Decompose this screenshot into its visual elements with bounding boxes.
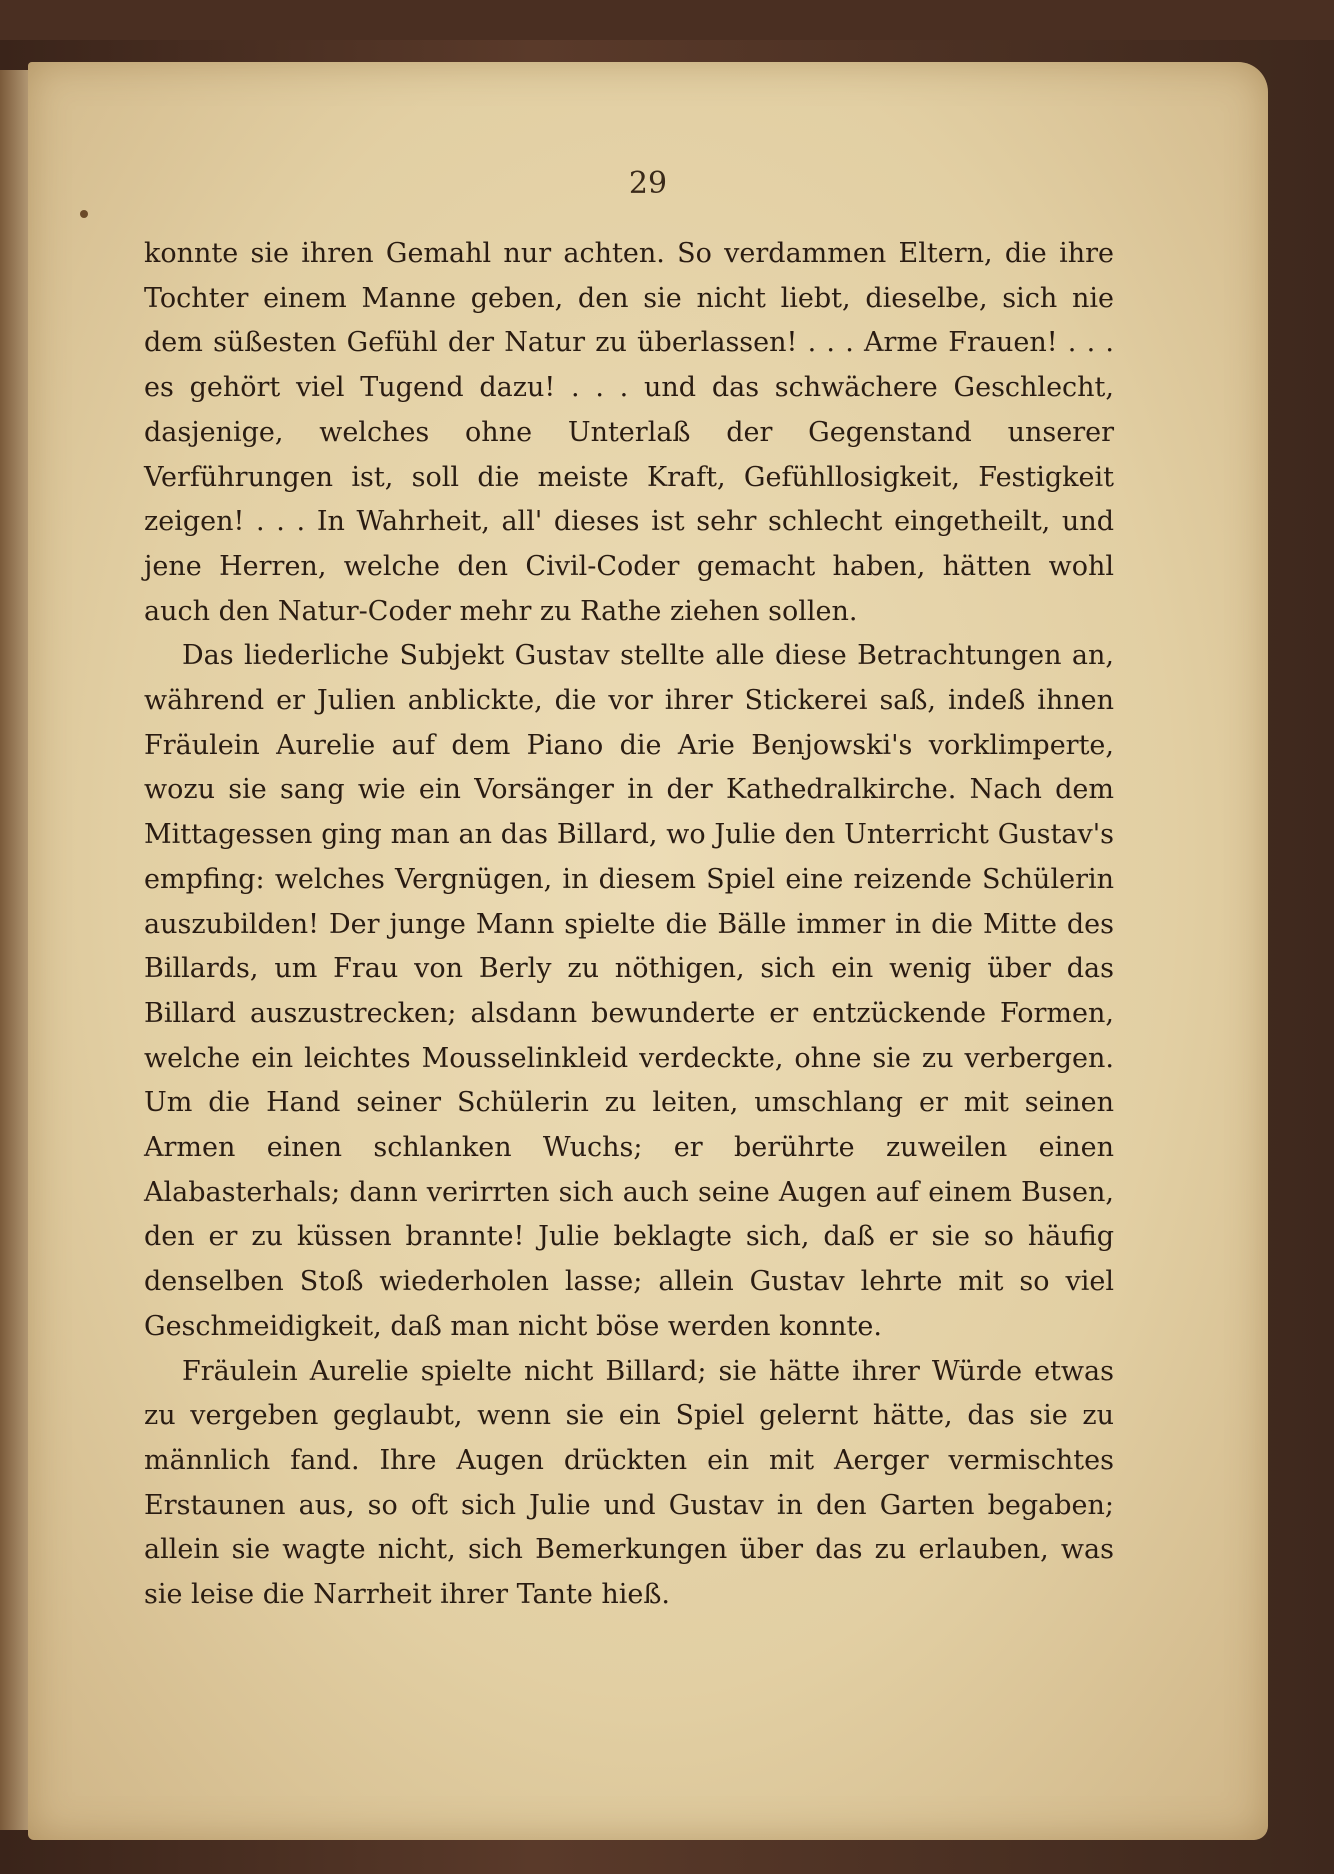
page-text: [144, 232, 1114, 1618]
paper-spot: [80, 210, 88, 218]
book-page: [28, 62, 1268, 1840]
paragraph-3: Fräulein Aurelie spielte nicht Billard; sie hätte ihrer Würde etwas zu vergeben geglaubt, wenn sie ein Spiel gelernt hätte, das sie zu männlich fand. Ihre Augen drückten ein mit Aerger vermischtes Erstaunen aus, so oft sich Julie und Gustav in den Garten begaben; allein sie wagte nicht, sich Bemerkungen über das zu erlauben, was sie leise die Narrheit ihrer Tante hieß.: [144, 1355, 1114, 1611]
page-number: 29: [628, 166, 668, 201]
paragraph-1: konnte sie ihren Gemahl nur achten. So verdammen Eltern, die ihre Tochter einem Manne geben, den sie nicht liebt, dieselbe, sich nie dem süßesten Gefühl der Natur zu überlassen! . . . Arme Frauen! . . . es gehört viel Tugend dazu! . . . und das schwächere Geschlecht, dasjenige, welches ohne Unterlaß der Gegenstand unserer Verführungen ist, soll die meiste Kraft, Gefühllosigkeit, Festigkeit zeigen! . . . In Wahrheit, all' dieses ist sehr schlecht eingetheilt, und jene Herren, welche den Civil-Coder gemacht haben, hätten wohl auch den Natur-Coder mehr zu Rathe ziehen sollen.: [144, 238, 1114, 627]
paragraph-2: Das liederliche Subjekt Gustav stellte alle diese Betrachtungen an, während er Julien anblickte, die vor ihrer Stickerei saß, indeß ihnen Fräulein Aurelie auf dem Piano die Arie Benjowski's vorklimperte, wozu sie sang wie ein Vorsänger in der Kathedralkirche. Nach dem Mittagessen ging man an das Billard, wo Julie den Unterricht Gustav's empfing: welches Vergnügen, in diesem Spiel eine reizende Schülerin auszubilden! Der junge Mann spielte die Bälle immer in die Mitte des Billards, um Frau von Berly zu nöthigen, sich ein wenig über das Billard auszustrecken; alsdann bewunderte er entzückende Formen, welche ein leichtes Mousselinkleid verdeckte, ohne sie zu verbergen. Um die Hand seiner Schülerin zu leiten, umschlang er mit seinen Armen einen schlanken Wuchs; er berührte zuweilen einen Alabasterhals; dann verirrten sich auch seine Augen auf einem Busen, den er zu küssen brannte! Julie beklagte sich, daß er sie so häufig denselben Stoß wiederholen lasse; allein Gustav lehrte mit so viel Geschmeidigkeit, daß man nicht böse werden konnte.: [144, 640, 1114, 1342]
